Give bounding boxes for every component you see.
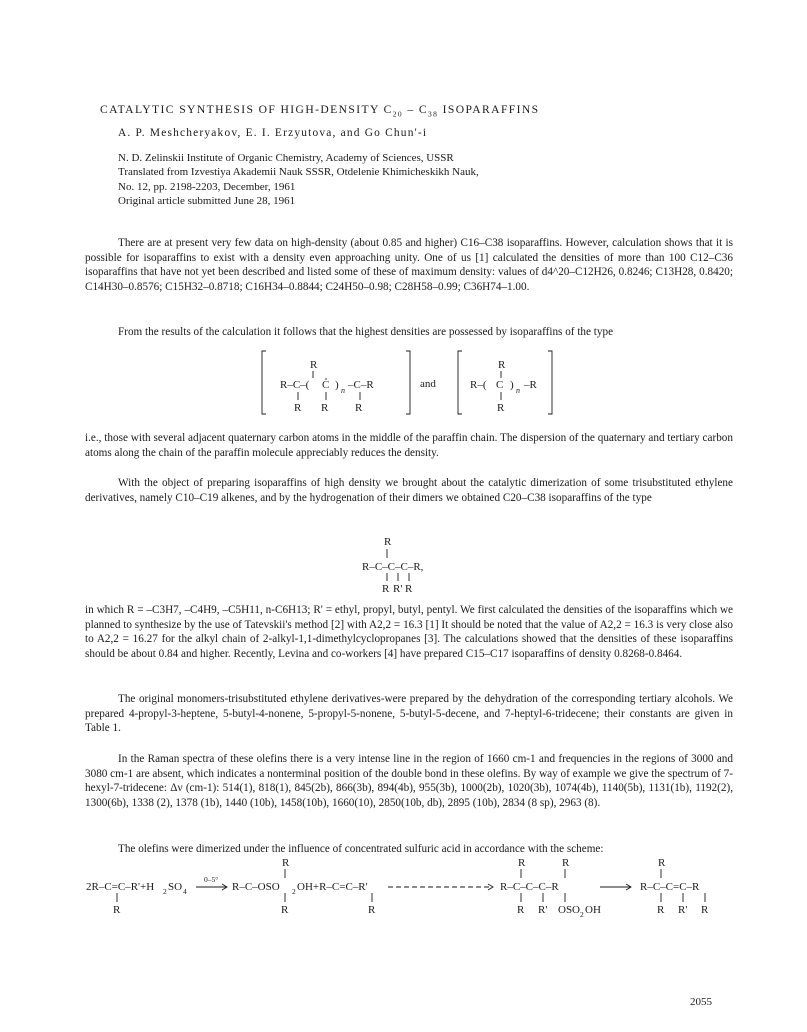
svg-text:R': R': [393, 583, 403, 595]
svg-text:2: 2: [580, 910, 584, 919]
svg-text:R: R: [355, 402, 363, 414]
paragraph-raman: In the Raman spectra of these olefins there is a very intense line in the region of 1660 cm-1 and frequencies in the regions of 3000 and 3080 cm-1 are absent, which indicates a nonterminal position of the double bond in these olefins. By way of example we give the spectrum of 7-hexyl-7-tridecene: Δν (cm-1): 514(1), 818(1), 845(2b), 866(3b), 894(4b), 955(3b), 1000(2b), 1020(3b), 1074(4b), 1140(5b), 1131(1b), 1192(2), 1300(6b), 1338 (2), 1378 (1b), 1440 (10b), 1458(10b), 1660(10), 2850(10b, db), 2895 (10b), 2834 (8 sp), 2963 (8).: [85, 753, 733, 809]
svg-text:4: 4: [183, 887, 187, 896]
paragraph-calculation: in which R = –C3H7, –C4H9, –C5H11, n-C6H13; R' = ethyl, propyl, butyl, pentyl. We first calculated the densities of the isoparaffins which we planned to synthesize by the use of Tatevskii's method [2] with A2,2 = 16.3 [1] It should be noted that the value of A2,2 = 16.3 is very close also to A2,2 = 16.27 for the alkyl chain of 2-alkyl-1,1-dimethylcyclopropanes [3]. The calculations showed that the densities of these isoparaffins should be about 0.84 and higher. Recently, Levina and co-workers [4] have prepared C15–C17 isoparaffins of density 0.8268-0.8464.: [85, 604, 733, 660]
svg-text:R–C–(: R–C–(: [280, 379, 310, 391]
svg-text:C: C: [322, 379, 330, 391]
svg-text:R: R: [382, 583, 390, 595]
svg-text:R: R: [657, 904, 665, 916]
svg-text:R: R: [368, 904, 376, 916]
svg-text:R: R: [658, 857, 666, 869]
svg-text:n: n: [341, 386, 345, 395]
svg-text:R–C–C–C–R,: R–C–C–C–R,: [362, 561, 424, 573]
paragraph-monomers: The original monomers-trisubstituted ethylene derivatives-were prepared by the dehydration of the corresponding tertiary alcohols. We prepared 4-propyl-3-heptene, 5-butyl-4-nonene, 5-propyl-5-nonene, 5-butyl-5-decene, and 7-heptyl-6-tridecene; their constants are given in Table 1.: [85, 693, 733, 735]
svg-text:R: R: [281, 904, 289, 916]
svg-text:R: R: [517, 904, 525, 916]
svg-text:R: R: [321, 402, 329, 414]
svg-text:2: 2: [163, 887, 167, 896]
svg-text:R: R: [113, 904, 121, 916]
svg-text:n: n: [516, 386, 520, 395]
svg-text:R: R: [497, 402, 505, 414]
affiliation-line: N. D. Zelinskii Institute of Organic Chemistry, Academy of Sciences, USSR: [118, 152, 454, 164]
paragraph-intro: There are at present very few data on high-density (about 0.85 and higher) C16–C38 isoparaffins. However, calculation shows that it is possible for isoparaffins to exist with a density even approaching unity. One of us [1] calculated the densities of more than 100 C12–C36 isoparaffins that have not yet been described and listed some of these of maximum density: values of d4^20–C12H26, 0.8246; C13H28, 0.8420; C14H30–0.8576; C15H32–0.8718; C16H34–0.8844; C24H50–0.98; C28H58–0.99; C36H74–1.00.: [85, 237, 733, 293]
svg-text:R–C–C=C–R: R–C–C=C–R: [640, 881, 700, 893]
paragraph-dimerization: The olefins were dimerized under the influence of concentrated sulfuric acid in accordance with the scheme:: [118, 843, 604, 855]
and-connector: and: [420, 378, 436, 390]
svg-text:2: 2: [292, 887, 296, 896]
svg-text:R–C–C–C–R: R–C–C–C–R: [500, 881, 559, 893]
svg-text:R: R: [310, 359, 318, 371]
svg-text:C: C: [496, 379, 504, 391]
paper-title: CATALYTIC SYNTHESIS OF HIGH-DENSITY $C_{20} - C_{38}$ ISOPARAFFINS: [100, 103, 540, 119]
svg-text:OH+R–C=C–R': OH+R–C=C–R': [297, 881, 368, 893]
paragraph-types: From the results of the calculation it follows that the highest densities are possessed by isoparaffins of the type: [118, 326, 614, 338]
svg-text:2R–C=C–R'+H: 2R–C=C–R'+H: [86, 881, 155, 893]
svg-text:R–C–OSO: R–C–OSO: [232, 881, 280, 893]
paragraph-objective: With the object of preparing isoparaffins of high density we brought about the catalytic dimerization of some trisubstituted ethylene derivatives, namely C10–C19 alkenes, and by the hydrogenation of their dimers we obtained C20–C38 isoparaffins of the type: [85, 477, 733, 504]
svg-text:R: R: [282, 857, 290, 869]
svg-text:SO: SO: [168, 881, 183, 893]
svg-text:R: R: [384, 536, 392, 548]
svg-text:R: R: [518, 857, 526, 869]
translation-source-line: Translated from Izvestiya Akademii Nauk SSSR, Otdelenie Khimicheskikh Nauk,: [118, 166, 479, 179]
page-number: 2055: [690, 996, 712, 1008]
svg-text:R: R: [498, 359, 506, 371]
svg-text:R: R: [294, 402, 302, 414]
svg-text:OH: OH: [585, 904, 601, 916]
svg-text:OSO: OSO: [558, 904, 581, 916]
submission-date-line: Original article submitted June 28, 1961: [118, 194, 296, 207]
authors: A. P. Meshcheryakov, E. I. Erzyutova, and Go Chun'-i: [118, 127, 428, 139]
svg-text:R': R': [538, 904, 548, 916]
svg-text:R–(: R–(: [470, 379, 487, 391]
svg-text:R: R: [405, 583, 413, 595]
issue-line: No. 12, pp. 2198-2203, December, 1961: [118, 180, 296, 193]
svg-text:–C–R: –C–R: [348, 379, 374, 391]
svg-text:R: R: [701, 904, 709, 916]
svg-text:R': R': [678, 904, 688, 916]
svg-text:R: R: [562, 857, 570, 869]
svg-text:): ): [510, 379, 514, 391]
paragraph-dispersion: i.e., those with several adjacent quaternary carbon atoms in the middle of the paraffin chain. The dispersion of the quaternary and tertiary carbon atoms along the chain of the paraffin molecule appreciably reduces the density.: [85, 432, 733, 459]
reaction-condition-label: 0–5°: [204, 875, 219, 884]
svg-text:): ): [335, 379, 339, 391]
svg-text:–R: –R: [524, 379, 537, 391]
